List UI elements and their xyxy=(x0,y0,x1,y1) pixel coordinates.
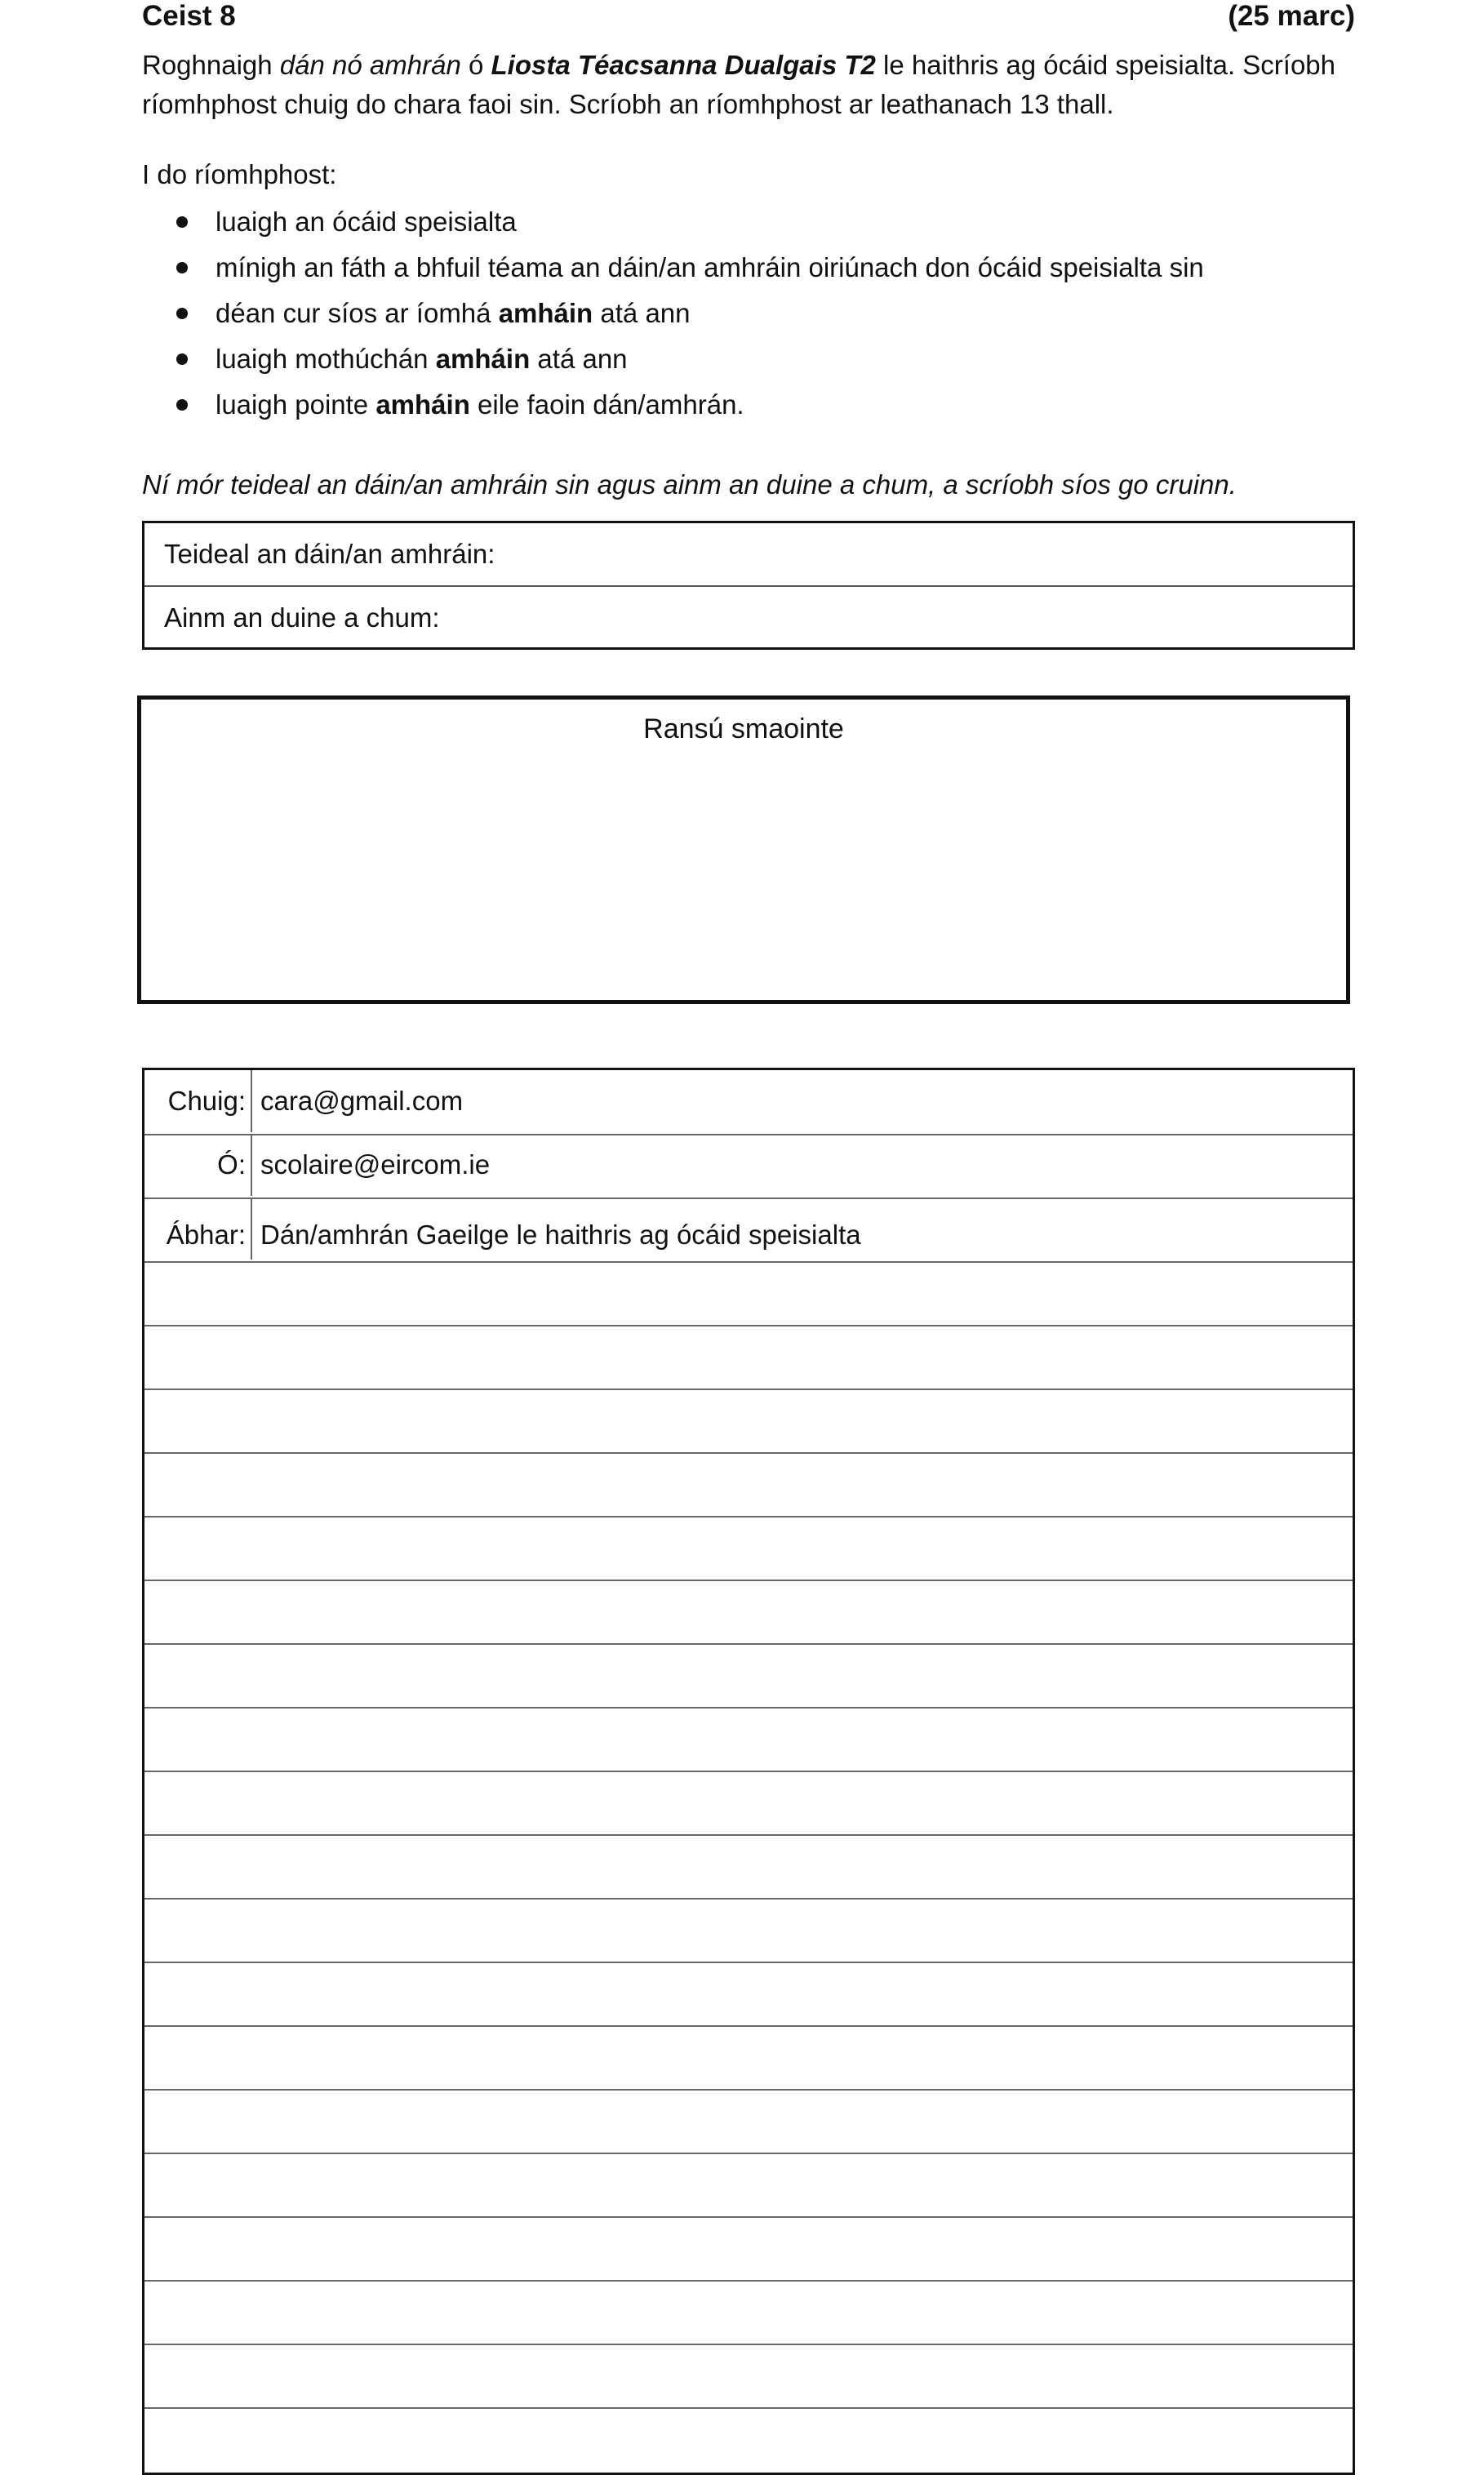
question-number: Ceist 8 xyxy=(142,0,236,32)
writing-line[interactable] xyxy=(144,1643,1353,1709)
title-author-note: Ní mór teideal an dáin/an amhráin sin agus ainm an duine a chum, a scríobh síos go cruinn. xyxy=(142,469,1237,500)
email-to-label: Chuig: xyxy=(144,1070,252,1132)
bullet-icon xyxy=(176,216,188,228)
writing-line[interactable] xyxy=(144,2153,1353,2218)
list-item: luaigh an ócáid speisialta xyxy=(176,199,1204,245)
intro-text: ó xyxy=(460,50,491,80)
writing-line[interactable] xyxy=(144,1962,1353,2027)
poem-title-label: Teideal an dáin/an amhráin: xyxy=(164,539,495,569)
intro-text: le haithris ag ócáid speisialta. Scríobh ríomhphost chuig do chara faoi sin. Scríobh an ríomhphost ar leathanach 13 thall. xyxy=(142,50,1336,119)
writing-line[interactable] xyxy=(144,2089,1353,2154)
writing-line[interactable] xyxy=(144,2344,1353,2409)
writing-line[interactable] xyxy=(144,1771,1353,1836)
writing-line[interactable] xyxy=(144,2025,1353,2091)
email-subject-value: Dán/amhrán Gaeilge le haithris ag ócáid speisialta xyxy=(260,1220,861,1250)
question-marks: (25 marc) xyxy=(1228,0,1355,32)
bullet-icon xyxy=(176,262,188,273)
poem-author-label: Ainm an duine a chum: xyxy=(164,602,440,633)
question-instructions xyxy=(142,46,1355,124)
writing-line[interactable] xyxy=(144,1325,1353,1390)
email-to-row xyxy=(144,1070,1353,1135)
writing-line[interactable] xyxy=(144,1580,1353,1645)
writing-line[interactable] xyxy=(144,2280,1353,2345)
intro-italic: dán nó amhrán xyxy=(279,50,461,80)
writing-line[interactable] xyxy=(144,1834,1353,1900)
writing-line[interactable] xyxy=(144,1261,1353,1326)
writing-line[interactable] xyxy=(144,2216,1353,2282)
email-from-row xyxy=(144,1134,1353,1199)
bullet-icon xyxy=(176,308,188,319)
writing-line[interactable] xyxy=(144,1389,1353,1454)
email-subject-label: Ábhar: xyxy=(144,1198,252,1260)
brainstorm-box[interactable] xyxy=(137,695,1350,1004)
list-item: mínigh an fáth a bhfuil téama an dáin/an amhráin oiriúnach don ócáid speisialta sin xyxy=(176,245,1204,291)
intro-text: Roghnaigh xyxy=(142,50,280,80)
email-to-value: cara@gmail.com xyxy=(260,1086,464,1116)
email-from-value: scolaire@eircom.ie xyxy=(260,1149,491,1180)
question-header xyxy=(142,0,1355,33)
writing-line[interactable] xyxy=(144,1707,1353,1772)
list-item: déan cur síos ar íomhá amháin atá ann xyxy=(176,291,1204,336)
brainstorm-title: Ransú smaointe xyxy=(643,713,844,744)
bullet-icon xyxy=(176,399,188,411)
writing-line[interactable] xyxy=(144,1452,1353,1517)
bullet-icon xyxy=(176,353,188,365)
poem-author-field[interactable] xyxy=(144,587,1353,649)
list-item: luaigh pointe amháin eile faoin dán/amhrán. xyxy=(176,382,1204,428)
writing-line[interactable] xyxy=(144,1516,1353,1581)
poem-title-field[interactable] xyxy=(144,523,1353,587)
email-from-label: Ó: xyxy=(144,1134,252,1196)
email-subject-row xyxy=(144,1198,1353,1263)
writing-line[interactable] xyxy=(144,1898,1353,1963)
email-form xyxy=(142,1068,1355,2475)
requirements-list xyxy=(176,199,1204,428)
list-item: luaigh mothúchán amháin atá ann xyxy=(176,336,1204,382)
poem-details-box xyxy=(142,521,1355,650)
intro-list-name: Liosta Téacsanna Dualgais T2 xyxy=(491,50,876,80)
email-requirements-lead: I do ríomhphost: xyxy=(142,159,337,189)
writing-line[interactable] xyxy=(144,2407,1353,2471)
